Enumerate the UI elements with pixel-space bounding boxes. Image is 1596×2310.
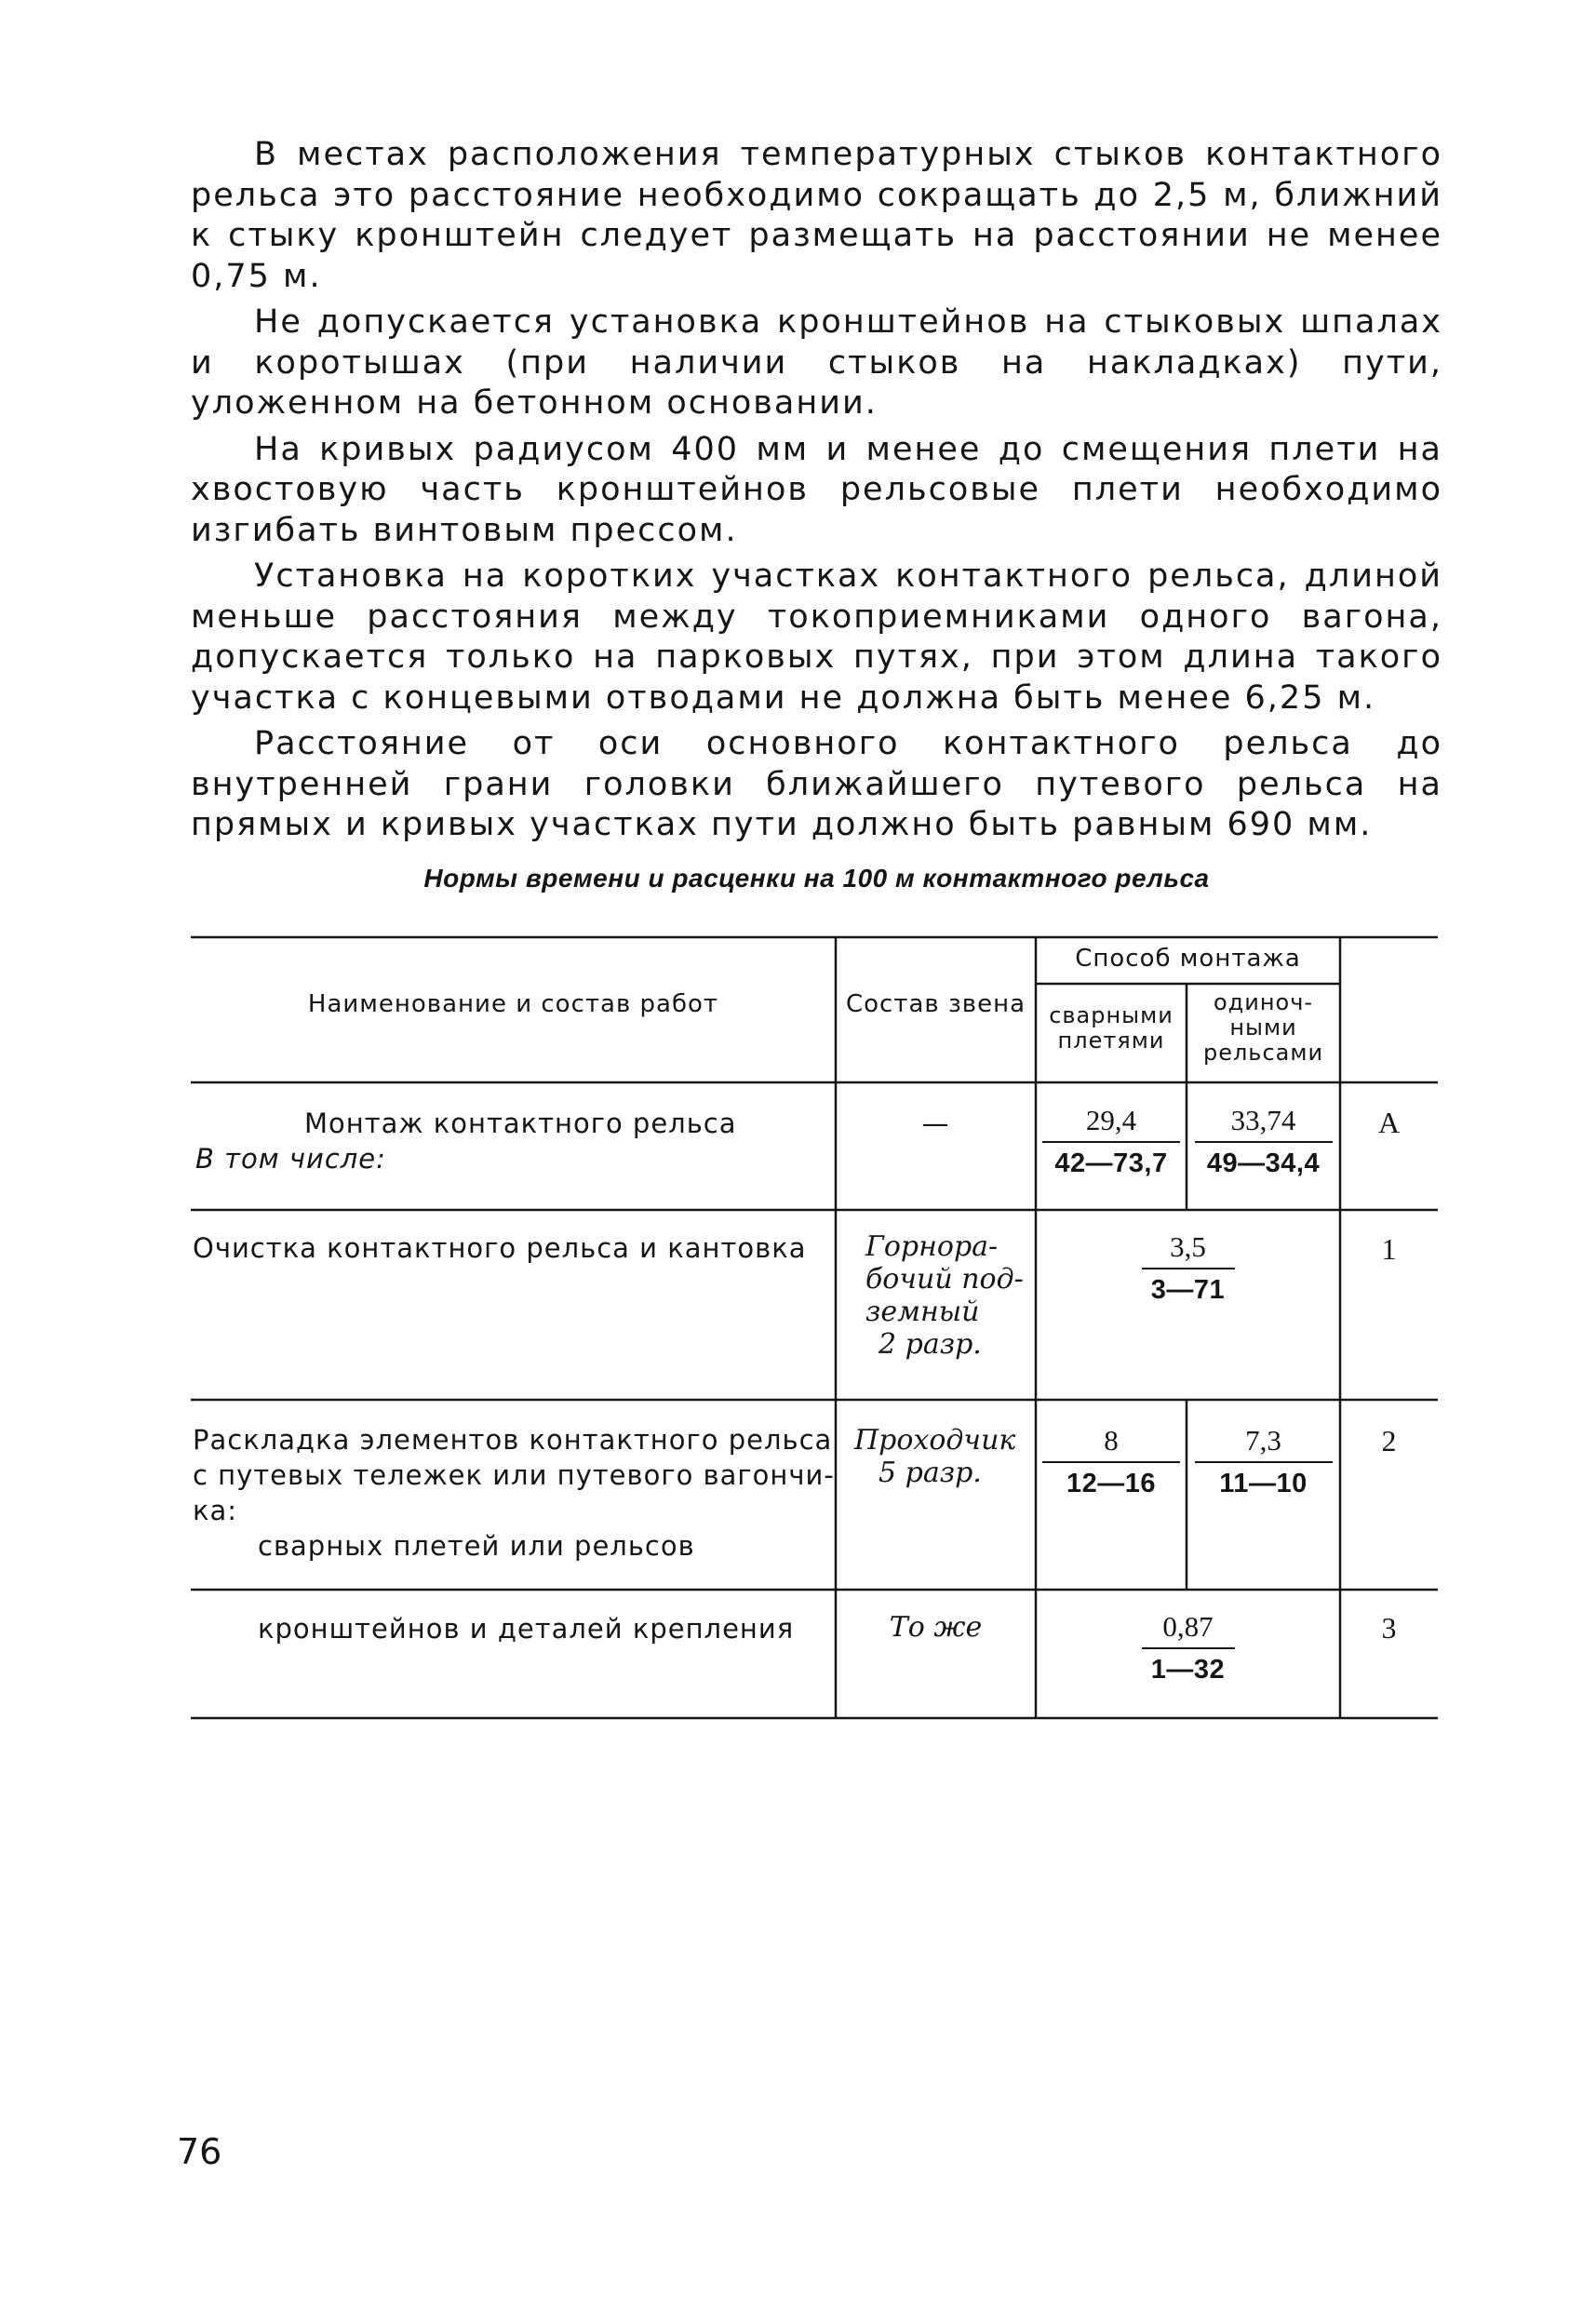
row-2-crew-line: 2 разр. [878,1328,982,1361]
row-1-crew: — [921,1108,950,1139]
row-4-work: кронштейнов и деталей крепления [258,1613,795,1645]
row-3-single-value [1187,1424,1340,1500]
row-3-work-line: ка: [193,1495,238,1526]
row-3-crew-line: 5 разр. [878,1457,982,1489]
row-2-code: 1 [1381,1232,1397,1266]
row-2-merged-value [1036,1230,1340,1307]
row-1-code: А [1377,1106,1401,1139]
row-3-work-line: сварных плетей или рельсов [258,1530,695,1562]
row-3-work-line: с путевых тележек или путевого вагончи- [193,1459,835,1491]
row-3-code: 2 [1381,1424,1397,1457]
row-2-crew-line: бочий под- [865,1263,1024,1296]
header-welded-line: плетями [1057,1027,1165,1054]
row-3-welded-value [1036,1424,1187,1500]
row-1-work-line: Монтаж контактного рельса [304,1108,737,1139]
header-method: Способ монтажа [1075,945,1301,973]
table-title: Нормы времени и расценки на 100 м контактного рельса [423,864,1210,893]
row-2-work: Очистка контактного рельса и кантовка [193,1232,807,1264]
row-2-crew [836,1230,1036,1361]
norm-value: 3,5 [1170,1230,1206,1263]
row-3-crew [836,1424,1036,1489]
norm-value: 29,4 [1085,1104,1137,1136]
row-2-crew-line: земный [865,1296,980,1328]
header-single-line: рельсами [1202,1040,1324,1066]
header-single-line: ными [1229,1014,1297,1041]
paragraph: Не допускается установка кронштейнов на стыковых шпалах и коротышах (при наличии стыков на накладках) пути, уложенном на бетонном основании. [191,303,1442,422]
page-number: 76 [177,2131,222,2172]
row-3-work [193,1422,836,1564]
rate-value: 42—73,7 [1054,1148,1168,1178]
row-1-work-line: В том числе: [195,1143,386,1175]
header-crew: Состав звена [845,990,1026,1018]
header-welded-line: сварными [1049,1002,1174,1028]
row-1-work [195,1106,836,1176]
paragraph: В местах расположения температурных стыков контактного рельса это расстояние необходимо сокращать до 2,5 м, ближний к стыку кронштейн следует размещать на расстоянии не менее 0,75 м. [191,136,1442,295]
rate-value: 12—16 [1066,1469,1156,1498]
row-3-work-line: Раскладка элементов контактного рельса [193,1424,833,1456]
rate-value: 3—71 [1150,1275,1226,1305]
norm-value: 0,87 [1162,1610,1214,1643]
header-single-line: одиноч- [1213,989,1314,1015]
row-1-welded-value [1036,1104,1187,1180]
rate-value: 49—34,4 [1206,1148,1321,1178]
norm-value: 33,74 [1230,1104,1296,1136]
row-3-crew-line: Проходчик [854,1424,1016,1457]
norm-value: 7,3 [1245,1424,1281,1457]
paragraph: Установка на коротких участках контактного рельса, длиной меньше расстояния между токоприемниками одного вагона, допускается только на парковых путях, при этом длина такого участка с концевыми отводами не должна быть менее 6,25 м. [191,557,1442,717]
paragraph: Расстояние от оси основного контактного рельса до внутренней грани головки ближайшего путевого рельса на прямых и кривых участках пути должно быть равным 690 мм. [191,725,1442,843]
row-1-single-value [1187,1104,1340,1180]
row-2-crew-line: Горнора- [865,1230,999,1263]
rate-value: 1—32 [1150,1655,1226,1685]
row-4-merged-value [1036,1610,1340,1686]
row-4-code: 3 [1381,1611,1397,1645]
header-work: Наименование и состав работ [307,990,719,1018]
rate-value: 11—10 [1219,1469,1308,1498]
paragraph: На кривых радиусом 400 мм и менее до смещения плети на хвостовую часть кронштейнов рельсовые плети необходимо изгибать винтовым прессом. [191,430,1442,549]
row-4-crew: То же [889,1611,983,1644]
header-welded [1036,1003,1187,1054]
norm-value: 8 [1104,1424,1119,1457]
header-single [1187,990,1340,1066]
